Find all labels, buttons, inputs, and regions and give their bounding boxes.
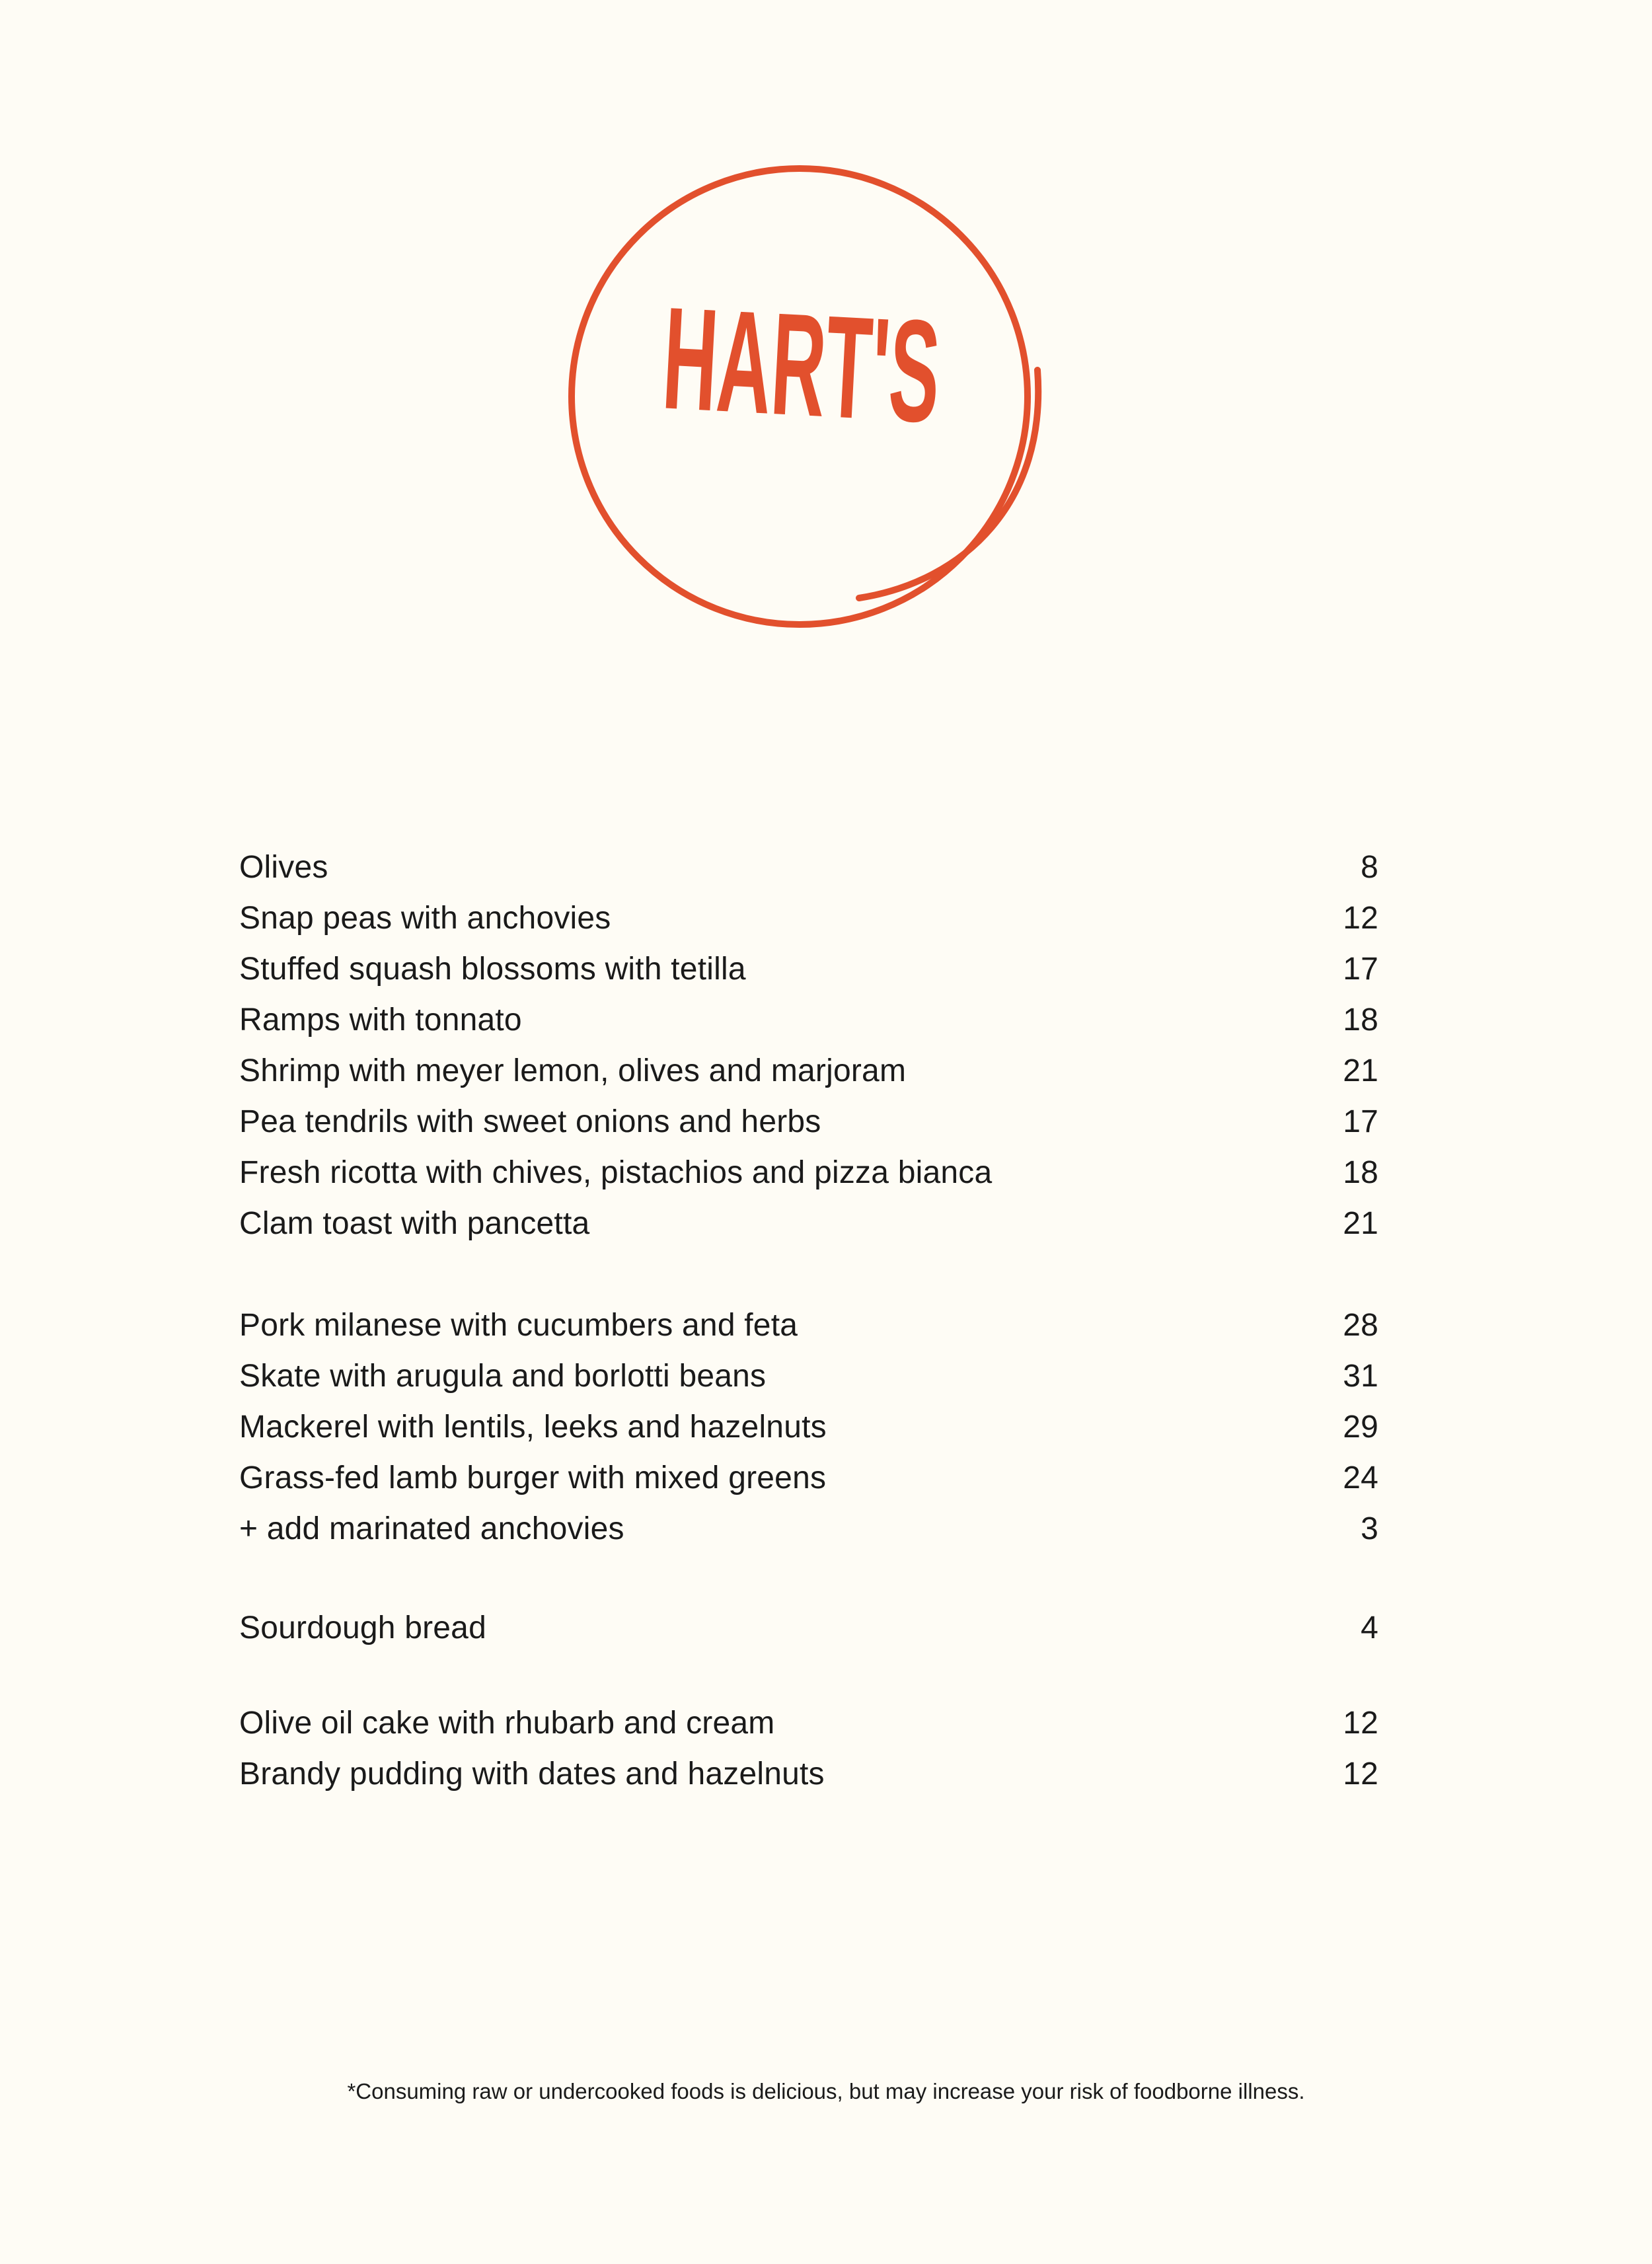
footnote: *Consuming raw or undercooked foods is delicious, but may increase your risk of foodborne illness.: [347, 2079, 1305, 2103]
menu-item: [239, 1506, 1378, 1552]
item-name: Mackerel with lentils, leeks and hazelnuts: [239, 1410, 827, 1445]
item-price: 21: [1343, 1053, 1378, 1088]
item-price: 17: [1343, 952, 1378, 987]
item-price: 28: [1343, 1308, 1378, 1343]
item-price: 4: [1361, 1610, 1378, 1645]
item-price: 12: [1343, 1756, 1378, 1792]
item-name: Sourdough bread: [239, 1610, 486, 1645]
item-name: + add marinated anchovies: [239, 1511, 624, 1546]
item-name: Stuffed squash blossoms with tetilla: [239, 952, 746, 987]
menu-item: [239, 1605, 1378, 1651]
menu-item: [239, 845, 1378, 891]
menu-item: [239, 1302, 1378, 1349]
menu-item: [239, 895, 1378, 942]
menu-item: [239, 1150, 1378, 1196]
item-price: 21: [1343, 1206, 1378, 1241]
item-price: 3: [1361, 1511, 1378, 1546]
item-price: 12: [1343, 901, 1378, 936]
item-price: 29: [1343, 1410, 1378, 1445]
logo-wordmark: HART'S: [659, 276, 944, 454]
harts-logo: [555, 159, 1044, 634]
menu-item: [239, 1700, 1378, 1747]
menu-item: [239, 1751, 1378, 1797]
menu-item: [239, 1099, 1378, 1145]
menu-item: [239, 1048, 1378, 1094]
item-price: 31: [1343, 1359, 1378, 1394]
item-price: 17: [1343, 1104, 1378, 1139]
item-name: Pea tendrils with sweet onions and herbs: [239, 1104, 821, 1139]
item-price: 18: [1343, 1155, 1378, 1190]
item-name: Shrimp with meyer lemon, olives and marjoram: [239, 1053, 907, 1088]
item-name: Olives: [239, 850, 328, 885]
menu-item: [239, 1455, 1378, 1501]
menu-item: [239, 1353, 1378, 1400]
item-name: Brandy pudding with dates and hazelnuts: [239, 1756, 825, 1792]
item-name: Snap peas with anchovies: [239, 901, 611, 936]
item-price: 24: [1343, 1460, 1378, 1495]
item-price: 12: [1343, 1706, 1378, 1741]
item-name: Ramps with tonnato: [239, 1002, 522, 1038]
item-name: Olive oil cake with rhubarb and cream: [239, 1706, 775, 1741]
item-price: 8: [1361, 850, 1378, 885]
item-name: Skate with arugula and borlotti beans: [239, 1359, 767, 1394]
menu-item: [239, 1201, 1378, 1247]
item-name: Clam toast with pancetta: [239, 1206, 590, 1241]
item-name: Fresh ricotta with chives, pistachios and pizza bianca: [239, 1155, 993, 1190]
item-name: Grass-fed lamb burger with mixed greens: [239, 1460, 827, 1495]
item-price: 18: [1343, 1002, 1378, 1038]
menu-item: [239, 946, 1378, 993]
menu-item: [239, 997, 1378, 1043]
menu-item: [239, 1404, 1378, 1451]
item-name: Pork milanese with cucumbers and feta: [239, 1308, 798, 1343]
